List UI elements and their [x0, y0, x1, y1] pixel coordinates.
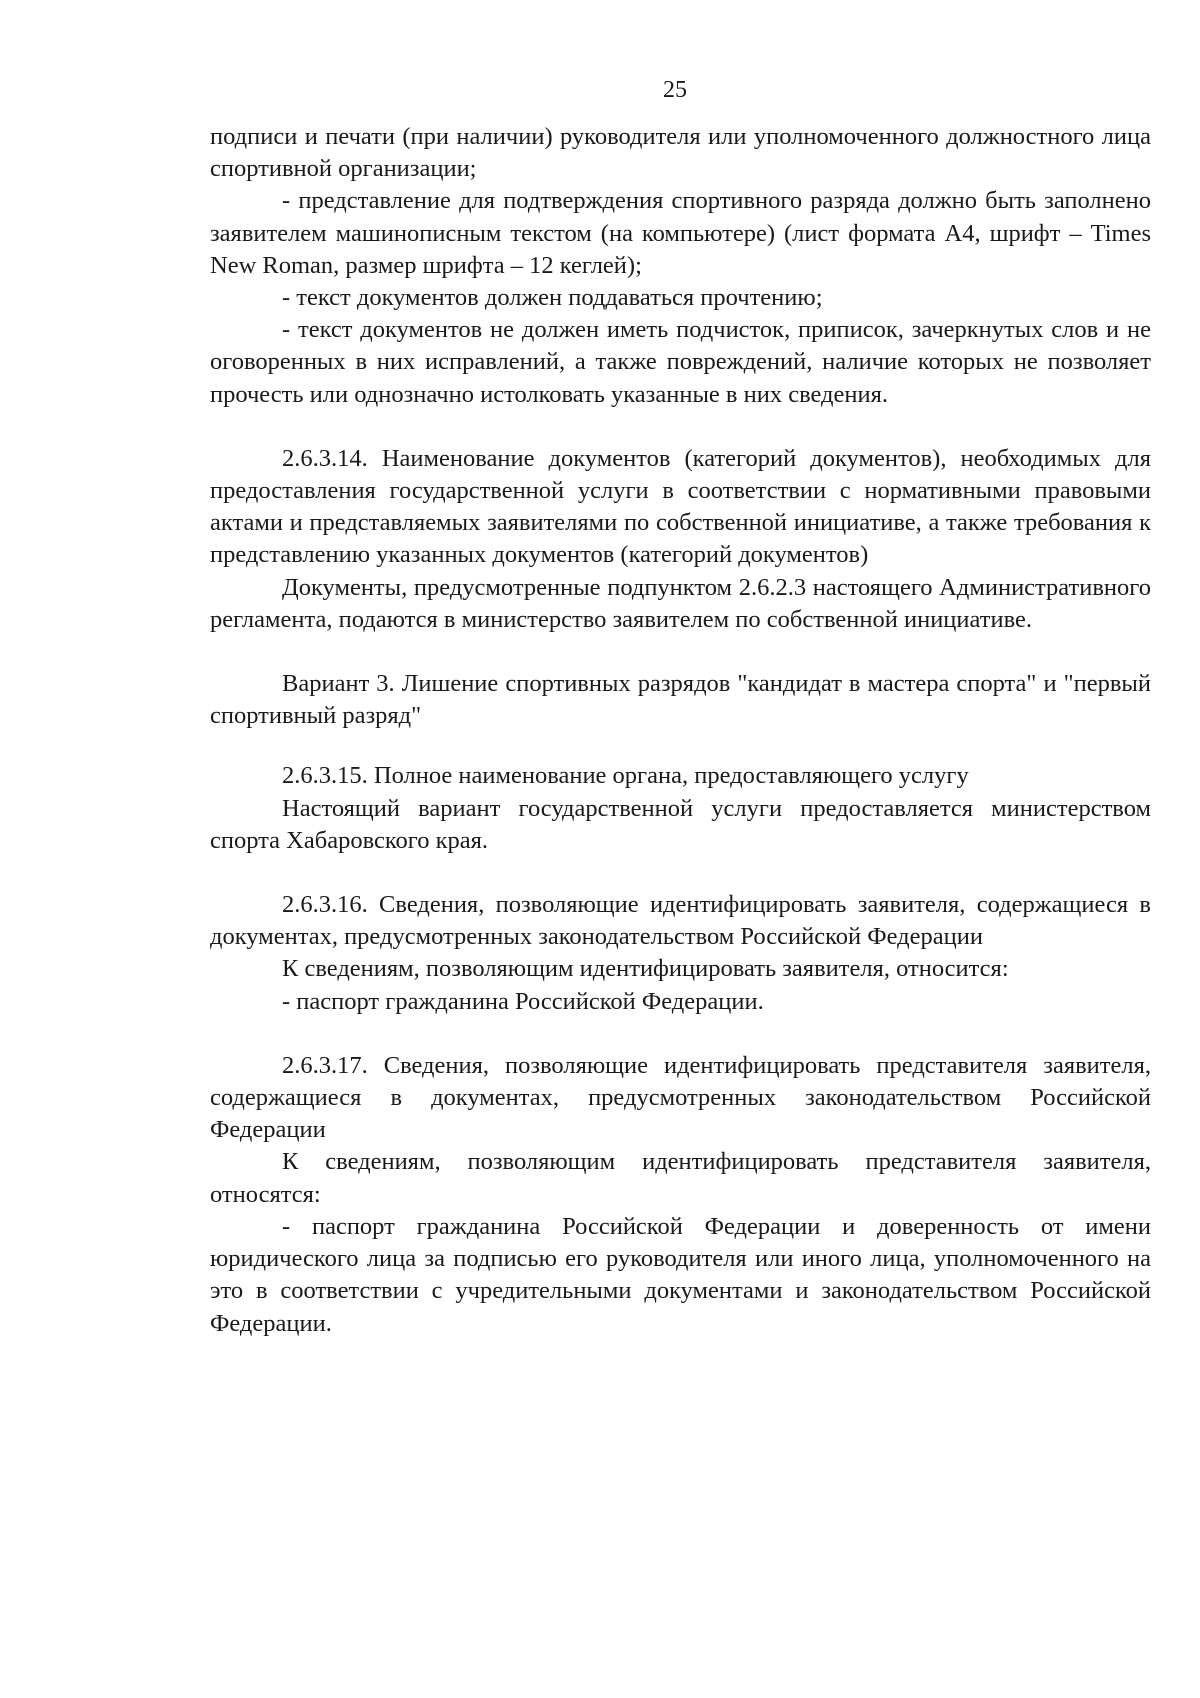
paragraph-requirement-readable: - текст документов должен поддаваться прочтению; — [282, 284, 823, 312]
page-number: 25 — [663, 77, 687, 103]
document-body — [210, 121, 1151, 1340]
paragraph-representative-info: К сведениям, позволяющим идентифицировать представителя заявителя, относятся: — [210, 1148, 1151, 1208]
section-heading-2-6-3-15: 2.6.3.15. Полное наименование органа, предоставляющего услугу — [282, 762, 969, 790]
section-heading-2-6-3-16: 2.6.3.16. Сведения, позволяющие идентифицировать заявителя, содержащиеся в документах, предусмотренных законодательством Российской Федерации — [210, 891, 1151, 951]
list-item-passport: - паспорт гражданина Российской Федерации. — [282, 987, 764, 1015]
paragraph-ministry: Настоящий вариант государственной услуги предоставляется министерством спорта Хабаровского края. — [210, 794, 1151, 854]
paragraph-signature-continuation: подписи и печати (при наличии) руководителя или уполномоченного должностного лица спортивной организации; — [210, 123, 1151, 183]
list-item-passport-and-power-of-attorney: - паспорт гражданина Российской Федерации и доверенность от имени юридического лица за подписью его руководителя или иного лица, уполномоченного на это в соответствии с учредительными документами и законодательством Российской Федерации. — [210, 1212, 1151, 1337]
paragraph-documents-initiative: Документы, предусмотренные подпунктом 2.6.2.3 настоящего Административного регламента, подаются в министерство заявителем по собственной инициативе. — [210, 573, 1151, 633]
variant-heading: Вариант 3. Лишение спортивных разрядов "кандидат в мастера спорта" и "первый спортивный разряд" — [210, 670, 1151, 730]
section-heading-2-6-3-14: 2.6.3.14. Наименование документов (категорий документов), необходимых для предоставления государственной услуги в соответствии с нормативными правовыми актами и представляемых заявителями по собственной инициативе, а также требования к представлению указанных документов (категорий документов) — [210, 444, 1151, 569]
paragraph-identification-info: К сведениям, позволяющим идентифицировать заявителя, относится: — [282, 955, 1009, 983]
section-heading-2-6-3-17: 2.6.3.17. Сведения, позволяющие идентифицировать представителя заявителя, содержащиеся в документах, предусмотренных законодательством Российской Федерации — [210, 1051, 1151, 1144]
paragraph-requirement-no-corrections: - текст документов не должен иметь подчисток, приписок, зачеркнутых слов и не оговоренных в них исправлений, а также повреждений, наличие которых не позволяет прочесть или однозначно истолковать указанные в них сведения. — [210, 316, 1151, 408]
paragraph-requirement-typed: - представление для подтверждения спортивного разряда должно быть заполнено заявителем машинописным текстом (на компьютере) (лист формата А4, шрифт – Times New Roman, размер шрифта – 12 кеглей); — [210, 187, 1151, 279]
